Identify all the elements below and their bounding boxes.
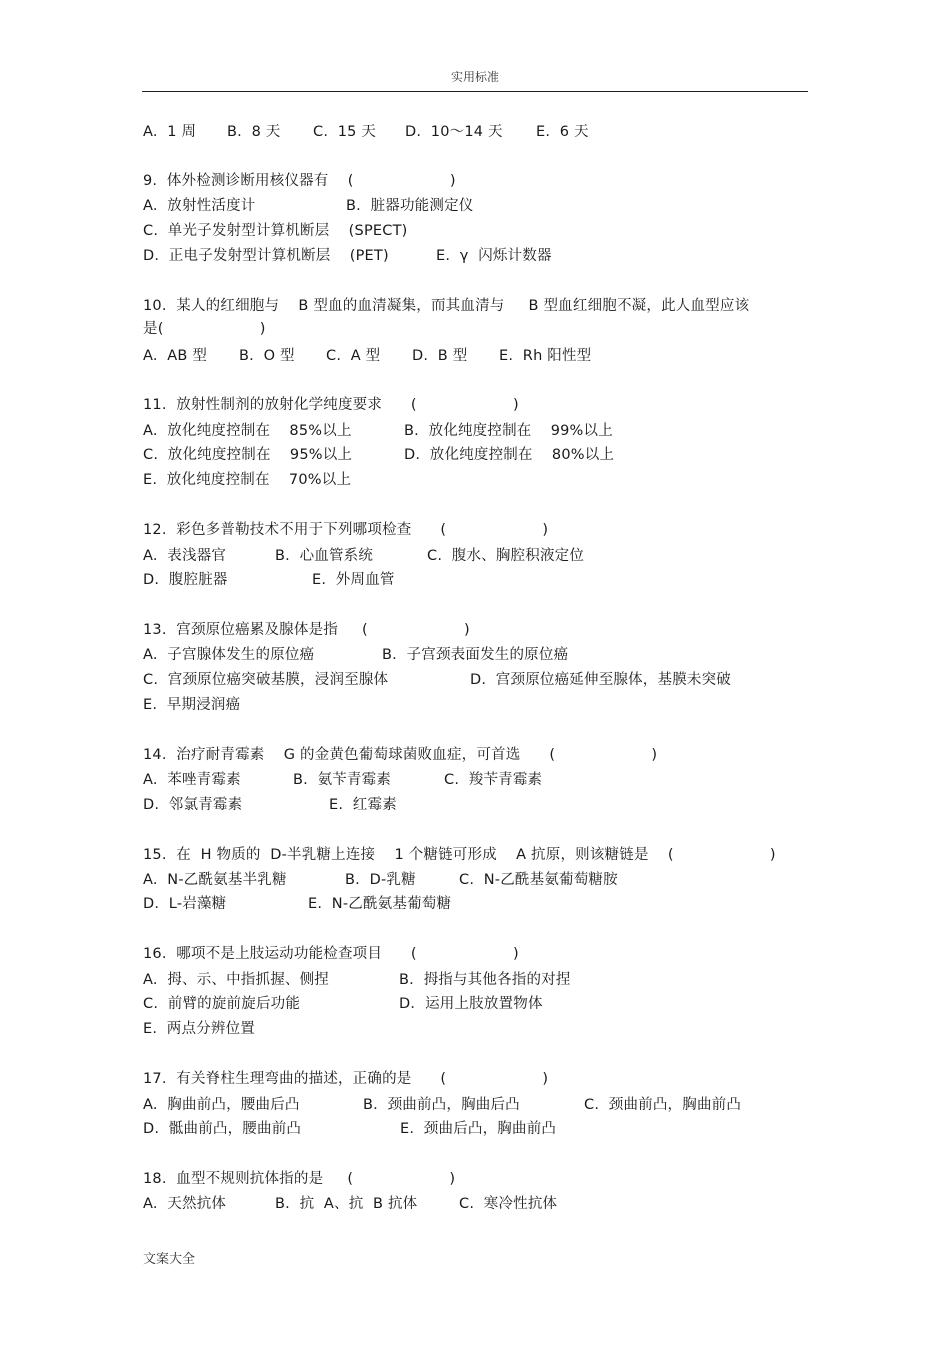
text-segment: B. 抗 A、抗 B 抗体 — [275, 1196, 418, 1212]
text-segment: C. 羧苄青霉素 — [444, 772, 543, 788]
text-segment: 17. 有关脊柱生理弯曲的描述，正确的是 ( ) — [143, 1071, 549, 1087]
text-segment: E. 两点分辨位置 — [143, 1021, 255, 1037]
text-segment: 14. 治疗耐青霉素 G 的金黄色葡萄球菌败血症，可首选 ( ) — [143, 747, 658, 763]
text-segment: A. 子宫腺体发生的原位癌 — [143, 647, 315, 663]
page-footer: 文案大全 — [143, 1252, 196, 1267]
text-segment: E. 颈曲后凸，胸曲前凸 — [400, 1121, 557, 1137]
text-segment: 11. 放射性制剂的放射化学纯度要求 ( ) — [143, 397, 519, 413]
text-segment: D. 放化纯度控制在 80%以上 — [404, 447, 615, 463]
text-segment: D. B 型 — [412, 348, 468, 364]
text-segment: C. 宫颈原位癌突破基膜，浸润至腺体 — [143, 672, 389, 688]
text-segment: A. AB 型 — [143, 348, 208, 364]
text-segment: A. 拇、示、中指抓握、侧捏 — [143, 972, 329, 988]
text-segment: C. N-乙酰基氨葡萄糖胺 — [459, 872, 618, 888]
text-segment: E. 放化纯度控制在 70%以上 — [143, 472, 352, 488]
text-segment: C. 颈曲前凸，胸曲前凸 — [584, 1097, 742, 1113]
text-segment: C. 15 天 — [313, 124, 377, 140]
text-segment: A. 表浅器官 — [143, 548, 227, 564]
text-segment: E. Rh 阳性型 — [499, 348, 592, 364]
text-segment: B. D-乳糖 — [345, 872, 416, 888]
page-header: 实用标准 — [450, 70, 499, 84]
text-segment: A. 1 周 — [143, 124, 197, 140]
text-segment: A. 胸曲前凸，腰曲后凸 — [143, 1097, 300, 1113]
text-segment: B. 放化纯度控制在 99%以上 — [404, 423, 613, 439]
text-segment: C. 前臂的旋前旋后功能 — [143, 996, 301, 1012]
text-segment: B. 拇指与其他各指的对捏 — [399, 972, 571, 988]
text-segment: D. 邻氯青霉素 — [143, 797, 243, 813]
text-segment: 10. 某人的红细胞与 B 型血的血清凝集，而其血清与 B 型血红细胞不凝，此人血型应该 — [143, 298, 750, 314]
text-segment: A. N-乙酰氨基半乳糖 — [143, 872, 287, 888]
text-segment: C. 放化纯度控制在 95%以上 — [143, 447, 353, 463]
text-segment: A. 苯唑青霉素 — [143, 772, 241, 788]
text-segment: 是( ) — [143, 321, 266, 337]
text-segment: 15. 在 H 物质的 D-半乳糖上连接 1 个糖链可形成 A 抗原，则该糖链是 ( ) — [143, 847, 776, 863]
text-segment: 9. 体外检测诊断用核仪器有 ( ) — [143, 173, 456, 189]
text-segment: A. 放化纯度控制在 85%以上 — [143, 423, 352, 439]
text-segment: D. 骶曲前凸，腰曲前凸 — [143, 1121, 302, 1137]
text-segment: 18. 血型不规则抗体指的是 ( ) — [143, 1171, 456, 1187]
text-segment: D. 宫颈原位癌延伸至腺体，基膜未突破 — [470, 672, 731, 688]
text-segment: 12. 彩色多普勒技术不用于下列哪项检查 ( ) — [143, 522, 549, 538]
text-segment: B. 心血管系统 — [275, 548, 374, 564]
text-segment: D. 10～14 天 — [405, 124, 503, 140]
text-segment: B. 子宫颈表面发生的原位癌 — [382, 647, 569, 663]
text-segment: E. γ 闪烁计数器 — [436, 248, 552, 264]
text-segment: A. 天然抗体 — [143, 1196, 227, 1212]
text-segment: 16. 哪项不是上肢运动功能检查项目 ( ) — [143, 946, 519, 962]
header-rule — [142, 91, 808, 92]
text-segment: C. 单光子发射型计算机断层 (SPECT) — [143, 223, 408, 239]
text-segment: B. 氨苄青霉素 — [293, 772, 392, 788]
text-segment: B. O 型 — [239, 348, 295, 364]
text-segment: C. 寒冷性抗体 — [459, 1196, 558, 1212]
text-segment: B. 颈曲前凸，胸曲后凸 — [363, 1097, 520, 1113]
text-segment: E. 6 天 — [536, 124, 589, 140]
text-segment: E. N-乙酰氨基葡萄糖 — [308, 896, 452, 912]
text-segment: D．运用上肢放置物体 — [399, 996, 543, 1012]
text-segment: C. A 型 — [326, 348, 381, 364]
text-segment: E. 红霉素 — [329, 797, 397, 813]
text-segment: A. 放射性活度计 — [143, 198, 256, 214]
text-segment: D. 腹腔脏器 — [143, 572, 228, 588]
text-segment: B. 8 天 — [227, 124, 281, 140]
text-segment: C. 腹水、胸腔积液定位 — [427, 548, 585, 564]
text-segment: E. 早期浸润癌 — [143, 697, 241, 713]
text-segment: D. L-岩藻糖 — [143, 896, 227, 912]
text-segment: B. 脏器功能测定仪 — [346, 198, 474, 214]
text-segment: D. 正电子发射型计算机断层 (PET) — [143, 248, 389, 264]
text-segment: E. 外周血管 — [312, 572, 395, 588]
text-segment: 13. 宫颈原位癌累及腺体是指 ( ) — [143, 622, 470, 638]
